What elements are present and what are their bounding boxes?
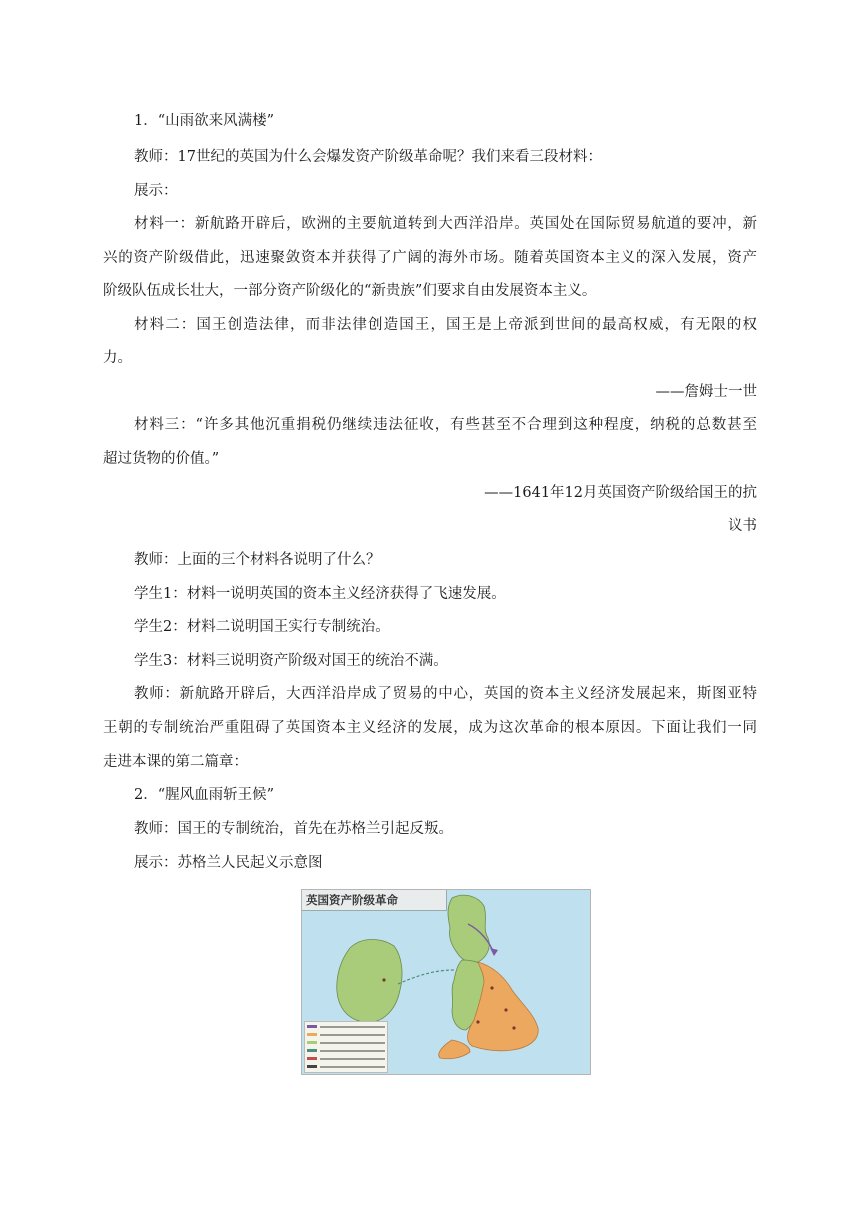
student-1-answer: 学生1：材料一说明英国的资本主义经济获得了飞速发展。 [134,586,506,602]
map-legend [304,1021,388,1073]
material-3-line-2: 超过货物的价值。” [103,451,220,467]
map-caption: 展示：苏格兰人民起义示意图 [134,855,323,871]
legend-row [307,1031,385,1038]
place-dot [504,1008,507,1011]
material-2-line-2: 力。 [103,350,132,366]
place-dot [512,1026,515,1029]
teacher-summary-line-1: 教师：新航路开辟后，大西洋沿岸成了贸易的中心，英国的资本主义经济发展起来，斯图亚特 [134,686,757,702]
teacher-question: 教师：17世纪的英国为什么会爆发资产阶级革命呢？我们来看三段材料： [134,149,602,165]
english-revolution-map [301,889,591,1075]
student-3-answer: 学生3：材料三说明资产阶级对国王的统治不满。 [134,653,448,669]
material-2-source: ——詹姆士一世 [655,384,757,400]
legend-row [307,1063,385,1070]
section-heading-1: 1．“山雨欲来风满楼” [134,113,275,129]
student-2-answer: 学生2：材料二说明国王实行专制统治。 [134,619,390,635]
material-1-line-2: 兴的资产阶级借此，迅速聚敛资本并获得了广阔的海外市场。随着英国资本主义的深入发展，资产 [103,250,757,266]
teacher-summary-line-2: 王朝的专制统治严重阻碍了英国资本主义经济的发展，成为这次革命的根本原因。下面让我们一同 [103,720,757,736]
material-2-line-1: 材料二：国王创造法律，而非法律创造国王，国王是上帝派到世间的最高权威，有无限的权 [134,317,757,333]
legend-row [307,1047,385,1054]
legend-row [307,1023,385,1030]
material-3-source-line-2: 议书 [728,518,757,534]
material-3-source-line-1: ——1641年12月英国资产阶级给国王的抗 [484,485,757,501]
place-dot [382,978,385,981]
section-heading-2: 2．“腥风血雨斩王候” [134,787,275,803]
teacher-summary-line-3: 走进本课的第二篇章： [103,754,248,770]
material-1-line-3: 阶级队伍成长壮大，一部分资产阶级化的“新贵族”们要求自由发展资本主义。 [103,283,597,299]
place-dot [490,986,493,989]
map-title: 英国资产阶级革命 [302,890,447,911]
legend-row [307,1055,385,1062]
show-label: 展示： [134,183,178,199]
material-1-line-1: 材料一：新航路开辟后，欧洲的主要航道转到大西洋沿岸。英国处在国际贸易航道的要冲，新 [134,216,757,232]
teacher-statement: 教师：国王的专制统治，首先在苏格兰引起反叛。 [134,821,453,837]
teacher-question-2: 教师：上面的三个材料各说明了什么？ [134,552,381,568]
legend-row [307,1039,385,1046]
place-dot [476,1020,479,1023]
material-3-line-1: 材料三：“许多其他沉重捐税仍继续违法征收，有些甚至不合理到这种程度，纳税的总数甚至 [134,417,757,433]
